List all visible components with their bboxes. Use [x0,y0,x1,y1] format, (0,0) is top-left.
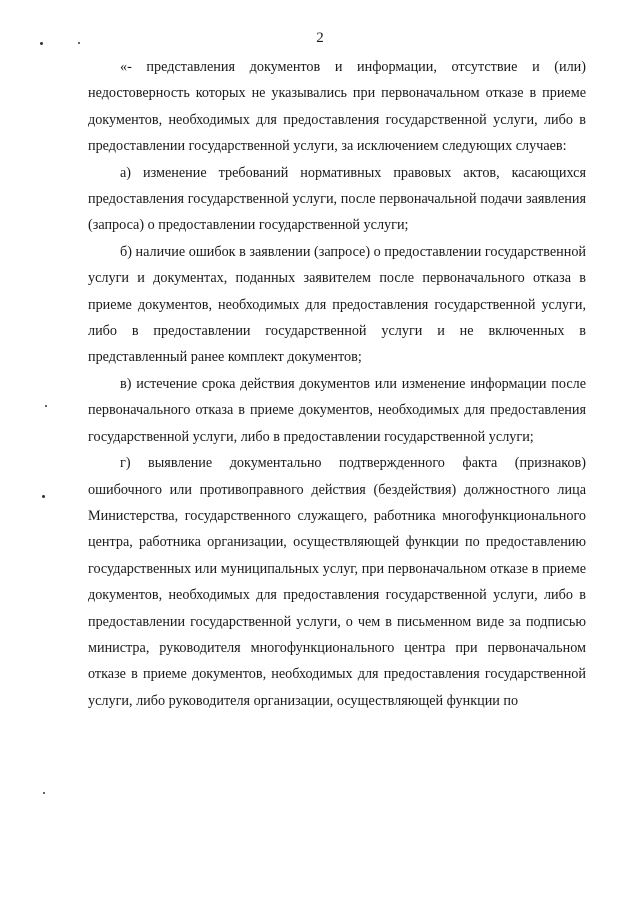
paragraph-item-v: в) истечение срока действия документов или изменение информации после первоначального отказа в приеме документов, необходимых для предоставления государственной услуги, либо в предоставлении государственной услуги; [88,375,586,445]
paragraph-intro: «- представления документов и информации, отсутствие и (или) недостоверность которых не указывались при первоначальном отказе в приеме документов, необходимых для предоставления государственной услуги, либо в предоставлении государственной услуги, за исключением следующих случаев: [88,59,586,155]
scan-speck [45,405,47,407]
paragraph-item-b: б) наличие ошибок в заявлении (запросе) о предоставлении государственной услуги и документах, поданных заявителем после первоначального отказа в приеме документов, необходимых для предоставления государственной услуги, либо в предоставлении государственной услуги и не включенных в представленный ранее комплект документов; [88,243,587,366]
paragraph-item-a: а) изменение требований нормативных правовых актов, касающихся предоставления государственной услуги, после первоначальной подачи заявления (запроса) о предоставлении государственной услуги; [88,164,586,234]
scan-speck [43,792,45,794]
paragraph-item-g: г) выявление документально подтвержденного факта (признаков) ошибочного или противоправного действия (бездействия) должностного лица Министерства, государственного служащего, работника многофункционального центра, работника организации, осуществляющей функции по предоставлению государственных или муниципальных услуг, при первоначальном отказе в приеме документов, необходимых для предоставления государственной услуги, либо в предоставлении государственной услуги, о чем в письменном виде за подписью министра, руководителя многофункционального центра при первоначальном отказе в приеме документов, необходимых для предоставления государственной услуги, либо руководителя организации, осуществляющей функции по [88,455,586,709]
scan-speck [42,495,45,498]
scan-speck [78,42,80,44]
document-body [88,54,586,714]
scan-speck [40,42,43,45]
page-number: 2 [316,30,324,46]
